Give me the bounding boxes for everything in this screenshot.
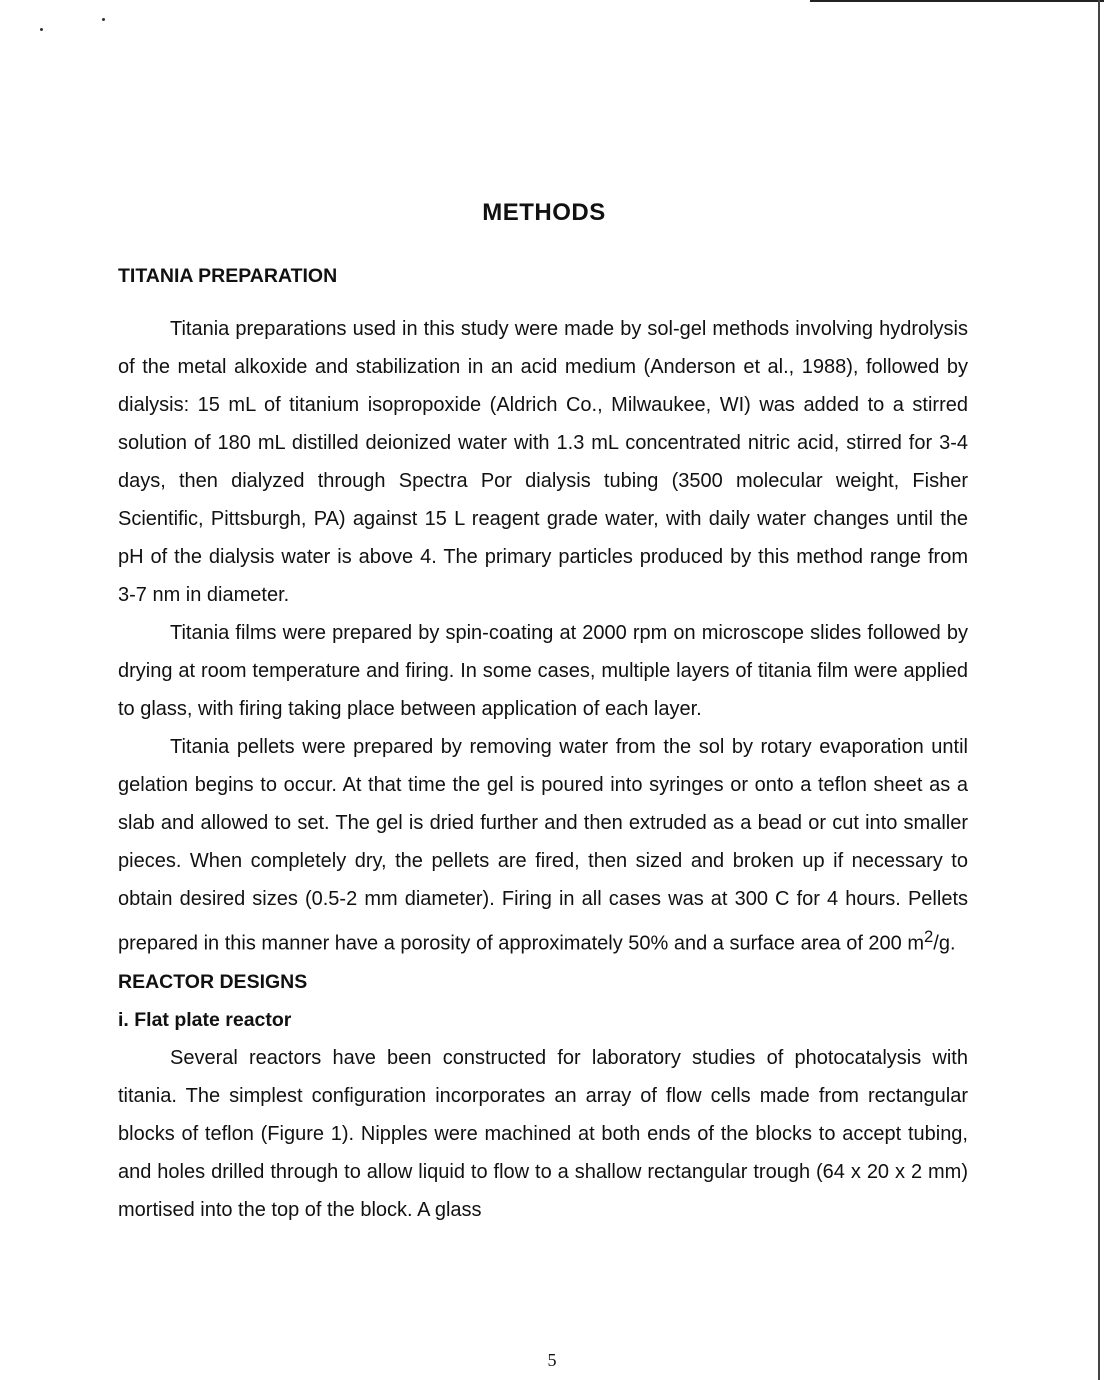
scan-speck <box>40 28 43 31</box>
paragraph-text: Titania pellets were prepared by removing water from the sol by rotary evaporation until gelation begins to occur. At that time the gel is poured into syringes or onto a teflon sheet as a slab and allowed to set. The gel is dried further and then extruded as a bead or cut into smaller pieces. When completely dry, the pellets are fired, then sized and broken up if necessary to obtain desired sizes (0.5-2 mm diameter). Firing in all cases was at 300 C for 4 hours. Pellets prepared in this manner have a porosity of approximately 50% and a surface area of 200 m <box>118 736 968 955</box>
scan-speck <box>102 18 105 21</box>
paragraph-text-tail: /g. <box>933 932 956 955</box>
subsection-heading-flat-plate-reactor: i. Flat plate reactor <box>118 1008 292 1031</box>
page-number: 5 <box>547 1350 557 1370</box>
paragraph: Several reactors have been constructed for laboratory studies of photocatalysis with titania. The simplest configuration incorporates an array of flow cells made from rectangular blocks of teflon (Figure 1). Nipples were machined at both ends of the blocks to accept tubing, and holes drilled through to allow liquid to flow to a shallow rectangular trough (64 x 20 x 2 mm) mortised into the top of the block. A glass <box>118 1046 968 1221</box>
paragraph: Titania preparations used in this study were made by sol-gel methods involving hydrolysis of the metal alkoxide and stabilization in an acid medium (Anderson et al., 1988), followed by dialysis: 15 mL of titanium isopropoxide (Aldrich Co., Milwaukee, WI) was added to a stirred solution of 180 mL distilled deionized water with 1.3 mL concentrated nitric acid, stirred for 3-4 days, then dialyzed through Spectra Por dialysis tubing (3500 molecular weight, Fisher Scientific, Pittsburgh, PA) against 15 L reagent grade water, with daily water changes until the pH of the dialysis water is above 4. The primary particles produced by this method range from 3-7 nm in diameter. <box>118 318 968 606</box>
page-edge-top <box>810 0 1104 2</box>
superscript: 2 <box>924 927 934 946</box>
paragraph <box>118 728 968 963</box>
page-title: METHODS <box>482 199 606 227</box>
section-heading-reactor-designs: REACTOR DESIGNS <box>118 970 308 993</box>
paragraph: Titania films were prepared by spin-coating at 2000 rpm on microscope slides followed by drying at room temperature and firing. In some cases, multiple layers of titania film were applied to glass, with firing taking place between application of each layer. <box>118 622 968 720</box>
page-edge-right <box>1098 0 1100 1380</box>
section-heading-titania-preparation: TITANIA PREPARATION <box>118 265 338 287</box>
document-body <box>118 257 968 1229</box>
